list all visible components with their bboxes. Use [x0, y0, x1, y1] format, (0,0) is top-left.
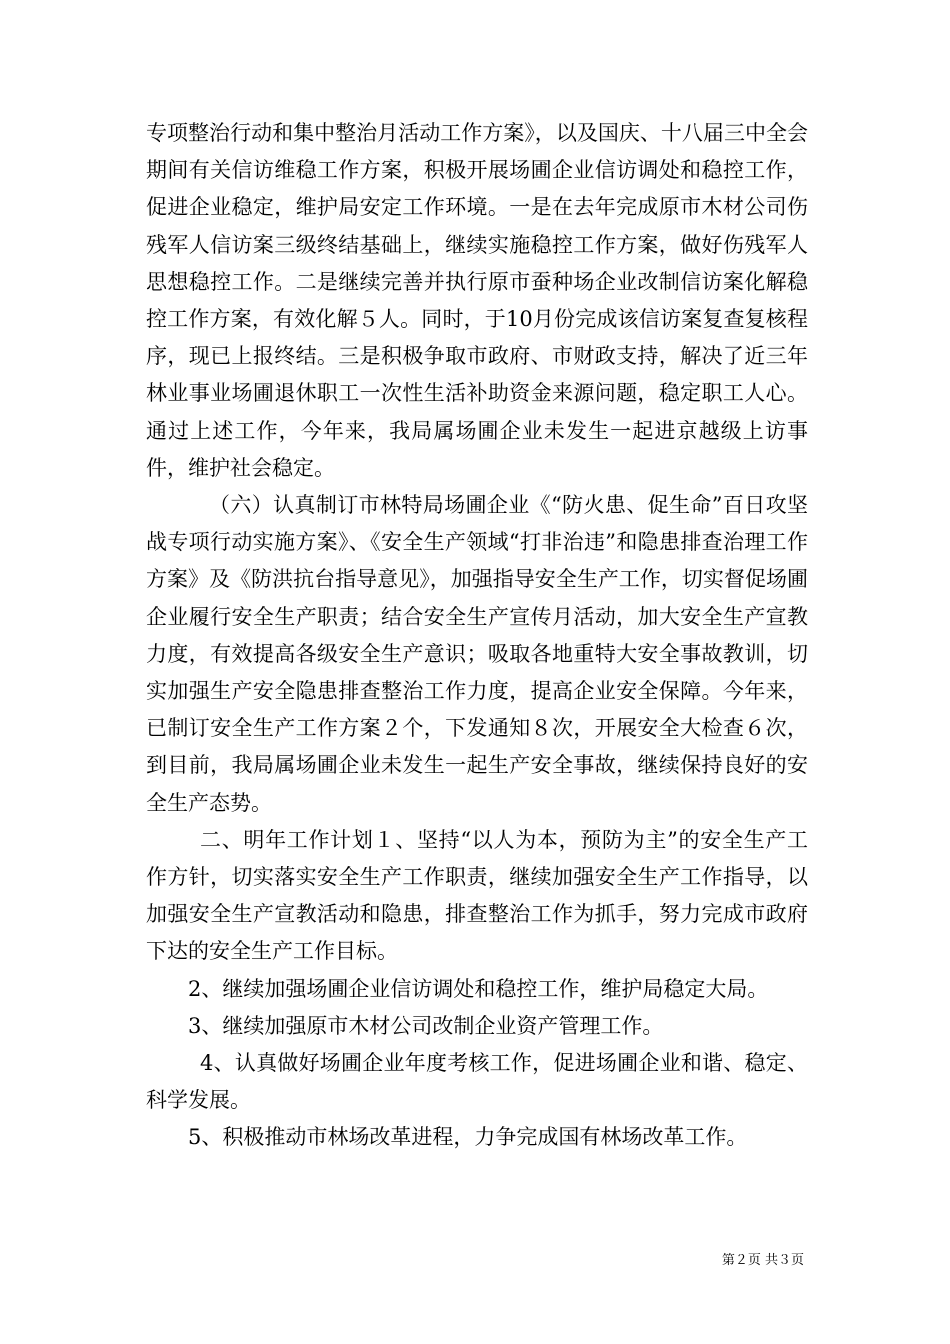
paragraph-next-year-plan: 二、明年工作计划１、坚持“以人为本，预防为主”的安全生产工作方针，切实落实安全生产工作职责，继续加强安全生产工作指导，以加强安全生产宣教活动和隐患，排查整治工作为抓手，努力完成市政府下达的安全生产工作目标。 [146, 827, 808, 964]
paragraph-petition-stability: 专项整治行动和集中整治月活动工作方案》，以及国庆、十八届三中全会期间有关信访维稳工作方案，积极开展场圃企业信访调处和稳控工作，促进企业稳定，维护局安定工作环境。一是在去年完成原市木材公司伤残军人信访案三级终结基础上，继续实施稳控工作方案，做好伤残军人思想稳控工作。二是继续完善并执行原市蚕种场企业改制信访案化解稳控工作方案，有效化解５人。同时，于10月份完成该信访案复查复核程序，现已上报终结。三是积极争取市政府、市财政支持，解决了近三年林业事业场圃退休职工一次性生活补助资金来源问题，稳定职工人心。通过上述工作，今年来，我局属场圃企业未发生一起进京越级上访事件，维护社会稳定。 [146, 121, 808, 480]
paragraph-safety-production: （六）认真制订市林特局场圃企业《“防火患、促生命”百日攻坚战专项行动实施方案》、《安全生产领域“打非治违”和隐患排查治理工作方案》及《防洪抗台指导意见》，加强指导安全生产工作，切实督促场圃企业履行安全生产职责；结合安全生产宣传月活动，加大安全生产宣教力度，有效提高各级安全生产意识；吸取各地重特大安全事故教训，切实加强生产安全隐患排查整治工作力度，提高企业安全保障。今年来，已制订安全生产工作方案２个，下发通知８次，开展安全大检查６次，到目前，我局属场圃企业未发生一起生产安全事故，继续保持良好的安全生产态势。 [146, 493, 808, 815]
document-body [146, 115, 808, 1157]
paragraph-plan-item-5: 5、积极推动市林场改革进程，力争完成国有林场改革工作。 [188, 1125, 748, 1150]
paragraph-plan-item-4: 4、认真做好场圃企业年度考核工作，促进场圃企业和谐、稳定、科学发展。 [146, 1051, 808, 1113]
page-number-footer: 第２页 共３页 [721, 1253, 804, 1268]
paragraph-plan-item-3: 3、继续加强原市木材公司改制企业资产管理工作。 [188, 1013, 664, 1038]
paragraph-plan-item-2: 2、继续加强场圃企业信访调处和稳控工作，维护局稳定大局。 [188, 976, 769, 1001]
